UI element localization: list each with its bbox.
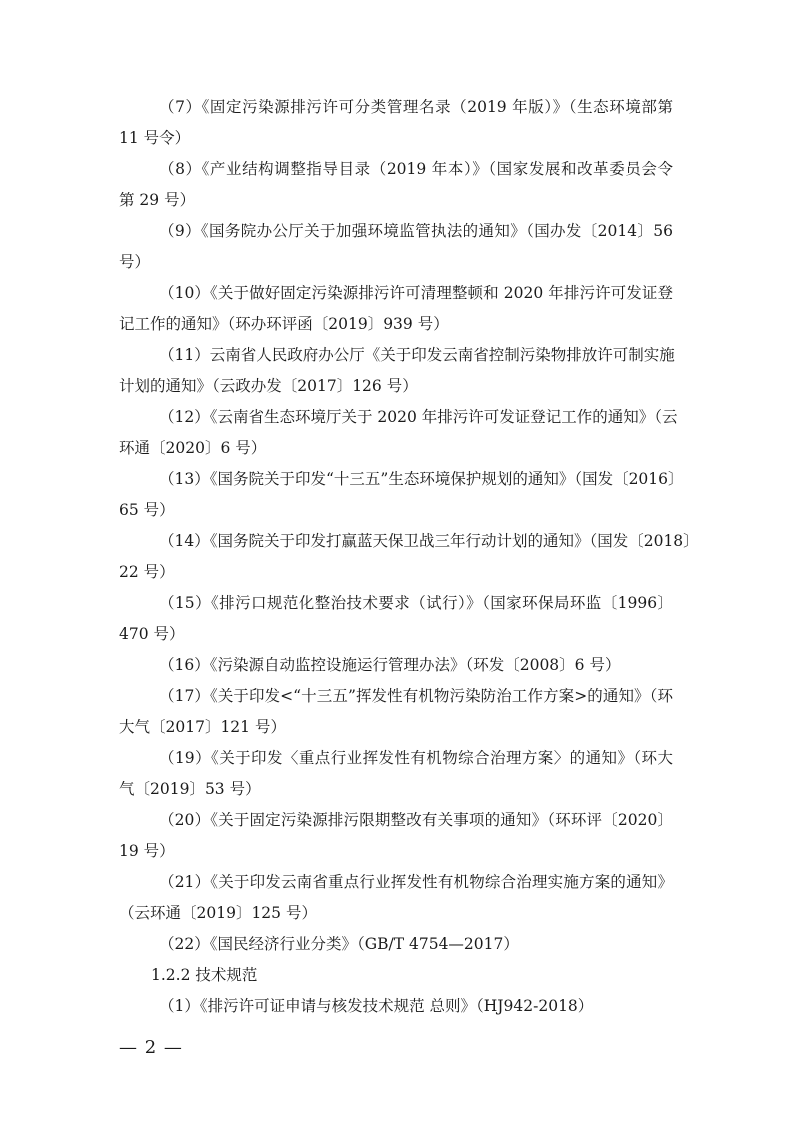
text-line: （20）《关于固定污染源排污限期整改有关事项的通知》（环环评〔2020〕 [159,811,673,829]
text-line: 11 号令） [119,129,191,147]
text-line: （7）《固定污染源排污许可分类管理名录（2019 年版）》（生态环境部第 [159,98,673,116]
text-line: 计划的通知》（云政办发〔2017〕126 号） [119,377,418,395]
entry-15 [119,588,673,650]
entry-tech-1 [119,991,673,1022]
entry-7 [119,92,673,154]
entry-9 [119,216,673,278]
text-line: （15）《排污口规范化整治技术要求（试行）》（国家环保局环监〔1996〕 [159,594,673,612]
text-line: 号） [119,253,151,271]
text-line: （19）《关于印发〈重点行业挥发性有机物综合治理方案〉的通知》（环大 [159,749,673,767]
text-line: 大气〔2017〕121 号） [119,718,286,736]
entry-10 [119,278,673,340]
text-line: （13）《国务院关于印发“十三五”生态环境保护规划的通知》（国发〔2016〕 [159,470,684,488]
entry-16 [119,650,673,681]
entry-20 [119,805,673,867]
text-line: （1）《排污许可证申请与核发技术规范 总则》（HJ942-2018） [159,997,594,1015]
entry-8 [119,154,673,216]
entry-22 [119,929,673,960]
text-line: （9）《国务院办公厅关于加强环境监管执法的通知》（国办发〔2014〕56 [159,222,673,240]
text-line: （11）云南省人民政府办公厅《关于印发云南省控制污染物排放许可制实施 [159,346,675,364]
page-number: — 2 — [119,1037,183,1058]
section-heading-1-2-2 [119,960,673,991]
text-line: （12）《云南省生态环境厅关于 2020 年排污许可发证登记工作的通知》（云 [159,408,678,426]
document-body [119,92,699,1022]
text-line: 环通〔2020〕6 号） [119,439,267,457]
text-line: 第 29 号） [119,191,196,209]
text-line: 记工作的通知》（环办环评函〔2019〕939 号） [119,315,449,333]
text-line: （16）《污染源自动监控设施运行管理办法》（环发〔2008〕6 号） [159,656,621,674]
text-line: 气〔2019〕53 号） [119,780,261,798]
text-line: （8）《产业结构调整指导目录（2019 年本）》（国家发展和改革委员会令 [159,160,673,178]
entry-12 [119,402,678,464]
entry-19 [119,743,673,805]
text-line: （21）《关于印发云南省重点行业挥发性有机物综合治理实施方案的通知》 [159,873,673,891]
section-heading: 1.2.2 技术规范 [151,966,258,984]
entry-11 [119,340,673,402]
text-line: （14）《国务院关于印发打赢蓝天保卫战三年行动计划的通知》（国发〔2018〕 [159,532,699,550]
entry-21 [119,867,673,929]
text-line: （22）《国民经济行业分类》（GB/T 4754—2017） [159,935,519,953]
text-line: （10）《关于做好固定污染源排污许可清理整顿和 2020 年排污许可发证登 [159,284,673,302]
entry-17 [119,681,673,743]
text-line: 470 号） [119,625,185,643]
text-line: （云环通〔2019〕125 号） [119,904,317,922]
text-line: 65 号） [119,501,175,519]
text-line: 19 号） [119,842,175,860]
entry-14 [119,526,699,588]
entry-13 [119,464,684,526]
text-line: （17）《关于印发<“十三五”挥发性有机物污染防治工作方案>的通知》（环 [159,687,673,705]
text-line: 22 号） [119,563,175,581]
